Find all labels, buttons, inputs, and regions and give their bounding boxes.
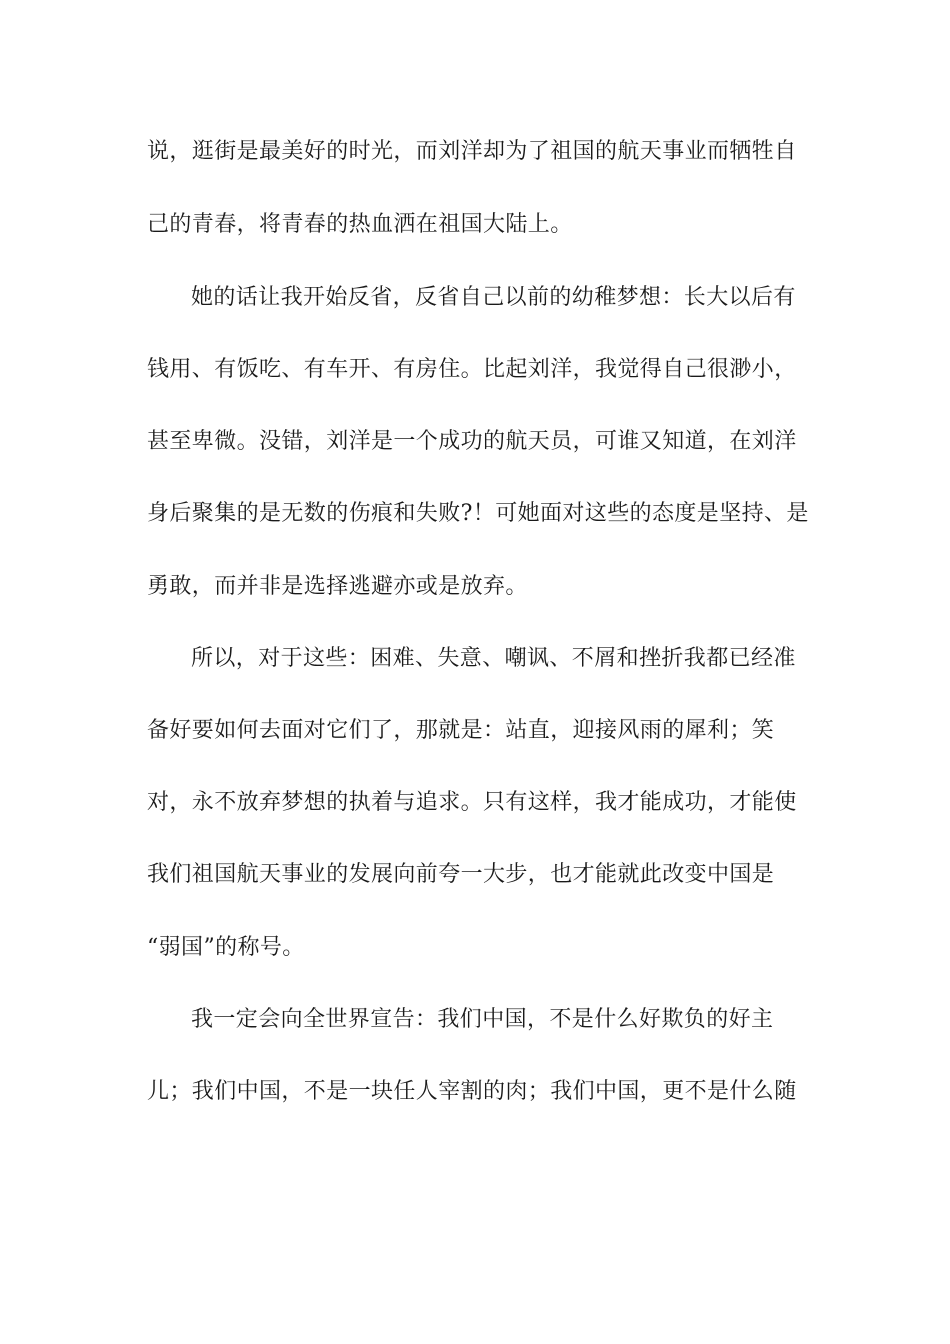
text-line: 备好要如何去面对它们了，那就是：站直，迎接风雨的犀利；笑 [147,718,775,743]
paragraph-start-line: 所以，对于这些：困难、失意、嘲讽、不屑和挫折我都已经准 [191,646,796,671]
text-line: 钱用、有饭吃、有车开、有房住。比起刘洋，我觉得自己很渺小， [147,357,797,382]
text-line: 说，逛街是最美好的时光，而刘洋却为了祖国的航天事业而牺牲自 [147,139,797,164]
text-line: 我们祖国航天事业的发展向前夸一大步，也才能就此改变中国是 [147,862,775,887]
paragraph-start-line: 我一定会向全世界宣告：我们中国，不是什么好欺负的好主 [191,1007,774,1032]
text-line: 己的青春，将青春的热血洒在祖国大陆上。 [147,212,573,237]
text-line: 对，永不放弃梦想的执着与追求。只有这样，我才能成功，才能使 [147,790,797,815]
text-line: 身后聚集的是无数的伤痕和失败?！可她面对这些的态度是坚持、是 [147,501,809,526]
text-line: 儿；我们中国，不是一块任人宰割的肉；我们中国，更不是什么随 [147,1079,797,1104]
text-line: 勇敢，而并非是选择逃避亦或是放弃。 [147,574,528,599]
text-line: 甚至卑微。没错，刘洋是一个成功的航天员，可谁又知道，在刘洋 [147,429,797,454]
text-line: “弱国”的称号。 [147,935,305,960]
paragraph-start-line: 她的话让我开始反省，反省自己以前的幼稚梦想：长大以后有 [191,285,796,310]
